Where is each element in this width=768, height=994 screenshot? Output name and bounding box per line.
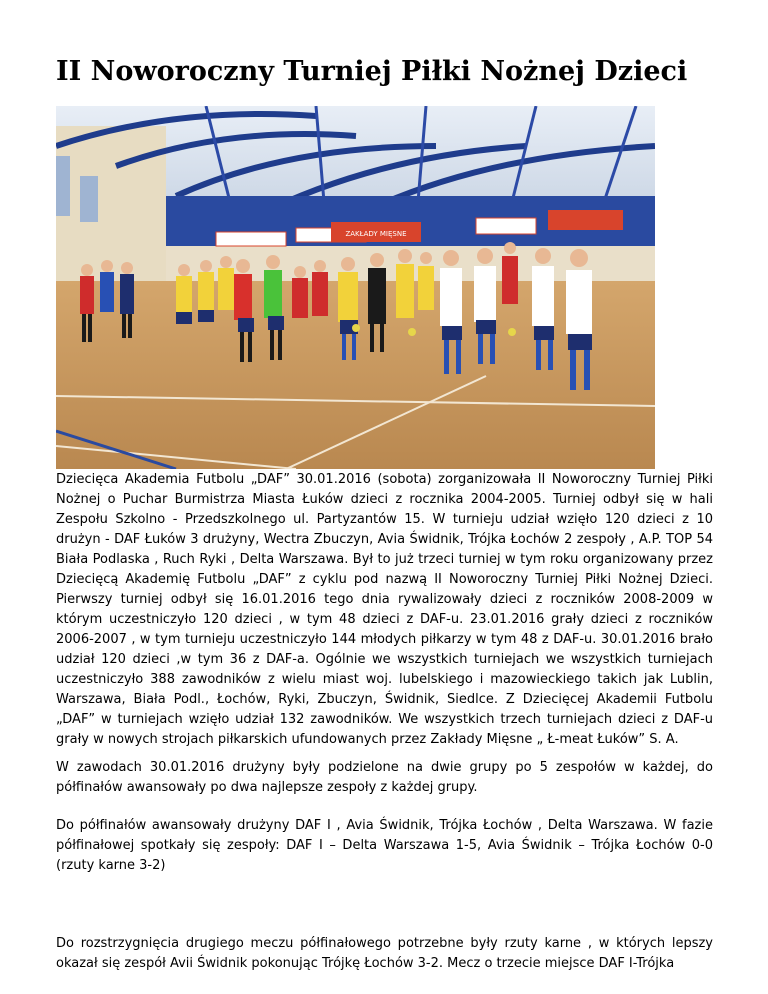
article-paragraph-2: W zawodach 30.01.2016 drużyny były podzielone na dwie grupy po 5 zespołów w każdej, do półfinałów awansowały po dwa najlepsze zespoły z każdej grupy. bbox=[56, 760, 713, 795]
article-paragraph-3: Do półfinałów awansowały drużyny DAF I , Avia Świdnik, Trójka Łochów , Delta Warszawa. W fazie półfinałowej spotkały się zespoły: DAF I – Delta Warszawa 1-5, Avia Świdnik – Trójka Łochów 0-0 (rzuty karne 3-2) bbox=[56, 818, 713, 873]
team-group-photo bbox=[56, 106, 655, 469]
article-paragraph-4: Do rozstrzygnięcia drugiego meczu półfinałowego potrzebne były rzuty karne , w których lepszy okazał się zespół Avii Świdnik pokonując Trójkę Łochów 3-2. Mecz o trzecie miejsce DAF I-Trójka bbox=[56, 936, 713, 971]
photo-illustration bbox=[56, 106, 655, 469]
article-title: II Noworoczny Turniej Piłki Nożnej Dzieci bbox=[56, 56, 688, 87]
article-paragraph-1: Dziecięca Akademia Futbolu „DAF” 30.01.2016 (sobota) zorganizowała II Noworoczny Turniej Piłki Nożnej o Puchar Burmistrza Miasta Łuków dzieci z rocznika 2004-2005. Turniej odbył się w hali Zespołu Szkolno - Przedszkolnego ul. Partyzantów 15. W turnieju udział wzięło 120 dzieci z 10 drużyn - DAF Łuków 3 drużyny, Wectra Zbuczyn, Avia Świdnik, Trójka Łochów 2 zespoły , A.P. TOP 54 Biała Podlaska , Ruch Ryki , Delta Warszawa. Był to już trzeci turniej w tym roku organizowany przez Dziecięcą Akademię Futbolu „DAF” z cyklu pod nazwą II Noworoczny Turniej Piłki Nożnej Dzieci. Pierwszy turniej odbył się 16.01.2016 tego dnia rywalizowały dzieci z roczników 2008-2009 w którym uczestniczyło 120 dzieci , w tym 48 dzieci z DAF-u. 23.01.2016 grały dzieci z roczników 2006-2007 , w tym turnieju uczestniczyło 144 młodych piłkarzy w tym 48 z DAF-u. 30.01.2016 brało udział 120 dzieci ,w tym 36 z DAF-a. Ogólnie we wszystkich turniejach we wszystkich turniejach uczestniczyło 388 zawodników z wielu miast woj. lubelskiego i mazowieckiego takich jak Lublin, Warszawa, Biała Podl., Łochów, Ryki, Zbuczyn, Świdnik, Siedlce. Z Dziecięcej Akademii Futbolu „DAF” w turniejach wzięło udział 132 zawodników. We wszystkich trzech turniejach dzieci z DAF-u grały w nowych strojach piłkarskich ufundowanych przez Zakłady Mięsne „ Ł-meat Łuków” S. A. bbox=[56, 472, 713, 747]
banner-label: ZAKŁADY MIĘSNE bbox=[345, 230, 407, 238]
